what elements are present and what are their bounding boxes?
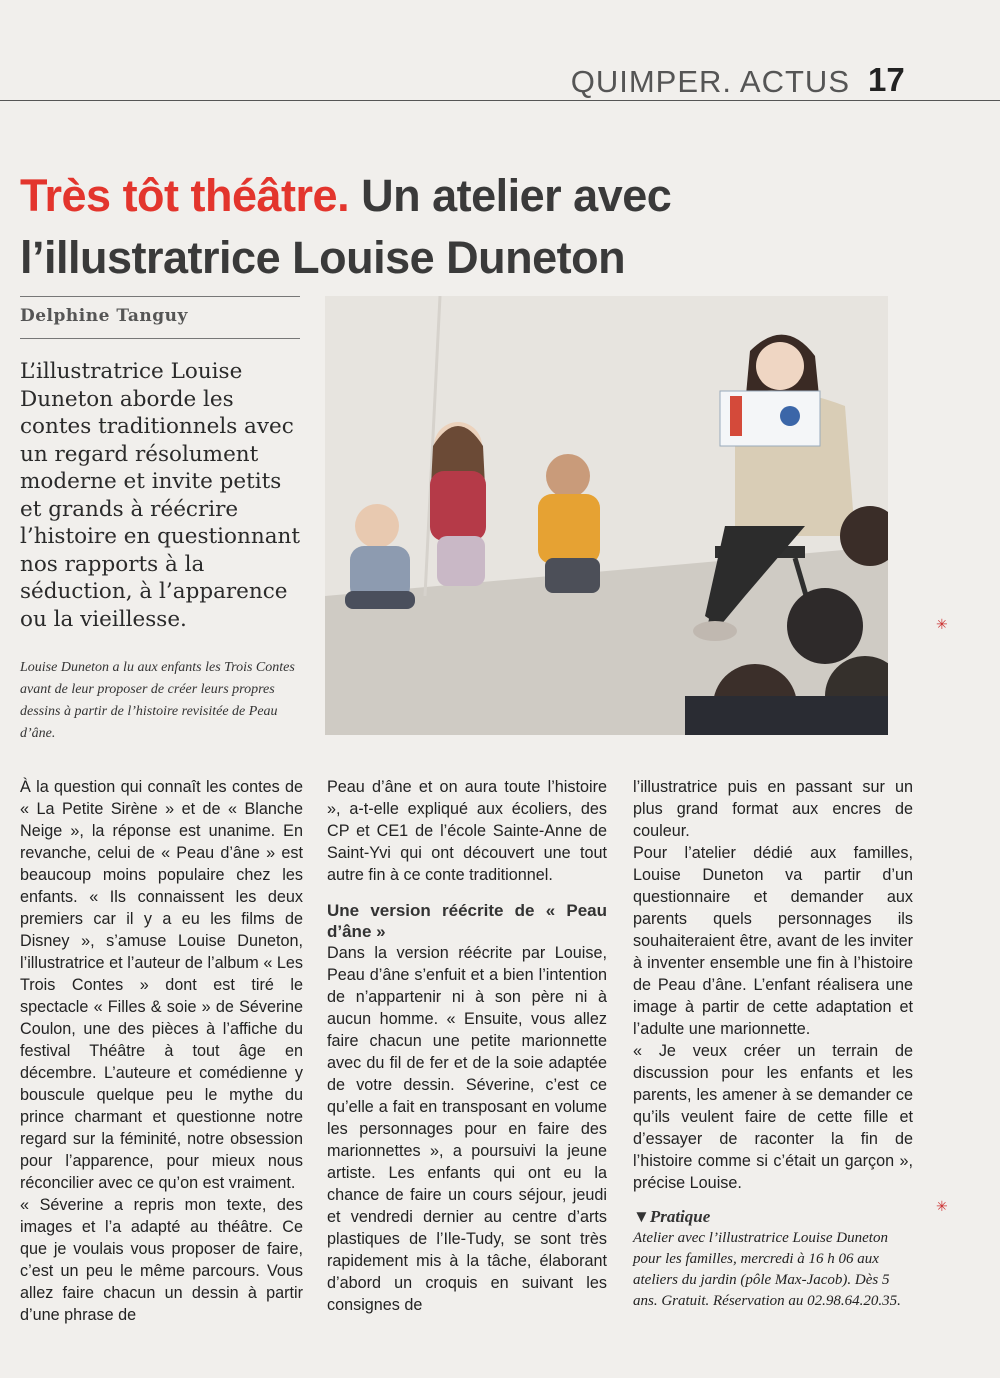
body-column-3 [633,776,913,1312]
photo-caption: Louise Duneton a lu aux enfants les Trois Contes avant de leur proposer de créer leurs propres dessins à partir de l’histoire revisitée de Peau d’âne. [20,660,295,741]
body-paragraph: À la question qui connaît les contes de « La Petite Sirène » et de « Blanche Neige », la réponse est unanime. En revanche, celui de « Peau d’âne » est beaucoup moins populaire chez les enfants. « Ils connaissent les deux premiers car il y a eu les films de Disney », s’amuse Louise Duneton, l’illustratrice et l’auteur de l’album « Les Trois Contes » dont est tiré le spectacle « Filles & soie » de Séverine Coulon, une des pièces à l’affiche du festival Théâtre à tout âge en décembre. L’auteure et comédienne y bouscule quelque peu le mythe du prince charmant et questionne notre regard sur la féminité, notre obsession pour l’apparence, pour mieux nous réconcilier avec ce qu’on est vraiment. [20,778,303,1192]
headline [20,165,840,289]
body-paragraph: Peau d’âne et on aura toute l’histoire », a-t-elle expliqué aux écoliers, des CP et CE1 de l’école Sainte-Anne de Saint-Yvi qui ont découvert une tout autre fin à ce conte traditionnel. [327,778,607,884]
byline: Delphine Tanguy [20,306,188,326]
registration-mark-icon: ✳ [936,616,948,632]
body-paragraph: « Je veux créer un terrain de discussion pour les enfants et les parents, les amener à se demander ce qu’ils veulent faire de cette fille et d’essayer de raconter la fin de l’histoire comme si c’était un garçon », précise Louise. [633,1042,913,1192]
page-number: 17 [868,61,905,98]
photo-illustration [325,296,888,735]
body-paragraph: l’illustratrice puis en passant sur un plus grand format aux encres de couleur. [633,778,913,840]
byline-rule [20,296,300,297]
page-header [0,60,1000,101]
headline-kicker: Très tôt théâtre. [20,170,350,221]
headline-title: Un atelier avec l’illustratrice Louise Duneton [20,170,672,283]
article-photo [325,296,888,735]
lead-paragraph: L’illustratrice Louise Duneton aborde les contes traditionnels avec un regard résolument moderne et invite petits et grands à réécrire l’histoire en questionnant nos rapports à la séduction, à l’apparence ou la vieillesse. [20,359,300,632]
byline-rule [20,338,300,339]
practical-info-text: Atelier avec l’illustratrice Louise Duneton pour les familles, mercredi à 16 h 06 aux ateliers du jardin (pôle Max-Jacob). Dès 5 ans. Gratuit. Réservation au 02.98.64.20.35. [633,1230,901,1309]
body-column-1 [20,776,303,1326]
registration-mark-icon: ✳ [936,1198,948,1214]
section-name: QUIMPER. ACTUS [570,64,850,99]
subheading: Une version réécrite de « Peau d’âne » [327,901,607,941]
body-column-2 [327,776,607,1316]
practical-info-heading: ▼Pratique [633,1207,711,1226]
body-paragraph: Dans la version réécrite par Louise, Peau d’âne s’enfuit et a bien l’intention de n’appartenir ni à son père ni à aucun homme. « Ensuite, vous allez faire chacun une petite marionnette avec du fil de fer et de la soie adaptée de votre dessin. Séverine, c’est ce qu’elle a fait en transposant en volume les personnages pour en faire des marionnettes », a poursuivi la jeune artiste. Les enfants qui ont eu la chance de faire un cours séjour, jeudi et vendredi dernier au centre d’arts plastiques de l’Ile-Tudy, se sont très rapidement mis à la tâche, élaborant d’abord un croquis en suivant les consignes de [327,944,607,1314]
body-paragraph: Pour l’atelier dédié aux familles, Louise Duneton va partir d’un questionnaire et demander aux parents quels personnages ils souhaiteraient être, avant de les inviter à inventer ensemble une fin à l’histoire de Peau d’âne. L’enfant réalisera une image à partir de cette adaptation et l’adulte une marionnette. [633,844,913,1038]
body-paragraph: « Séverine a repris mon texte, des images et l’a adapté au théâtre. Ce que je voulais vous proposer de faire, c’est un peu le même parcours. Vous allez faire chacun un dessin à partir d’une phrase de [20,1196,303,1324]
